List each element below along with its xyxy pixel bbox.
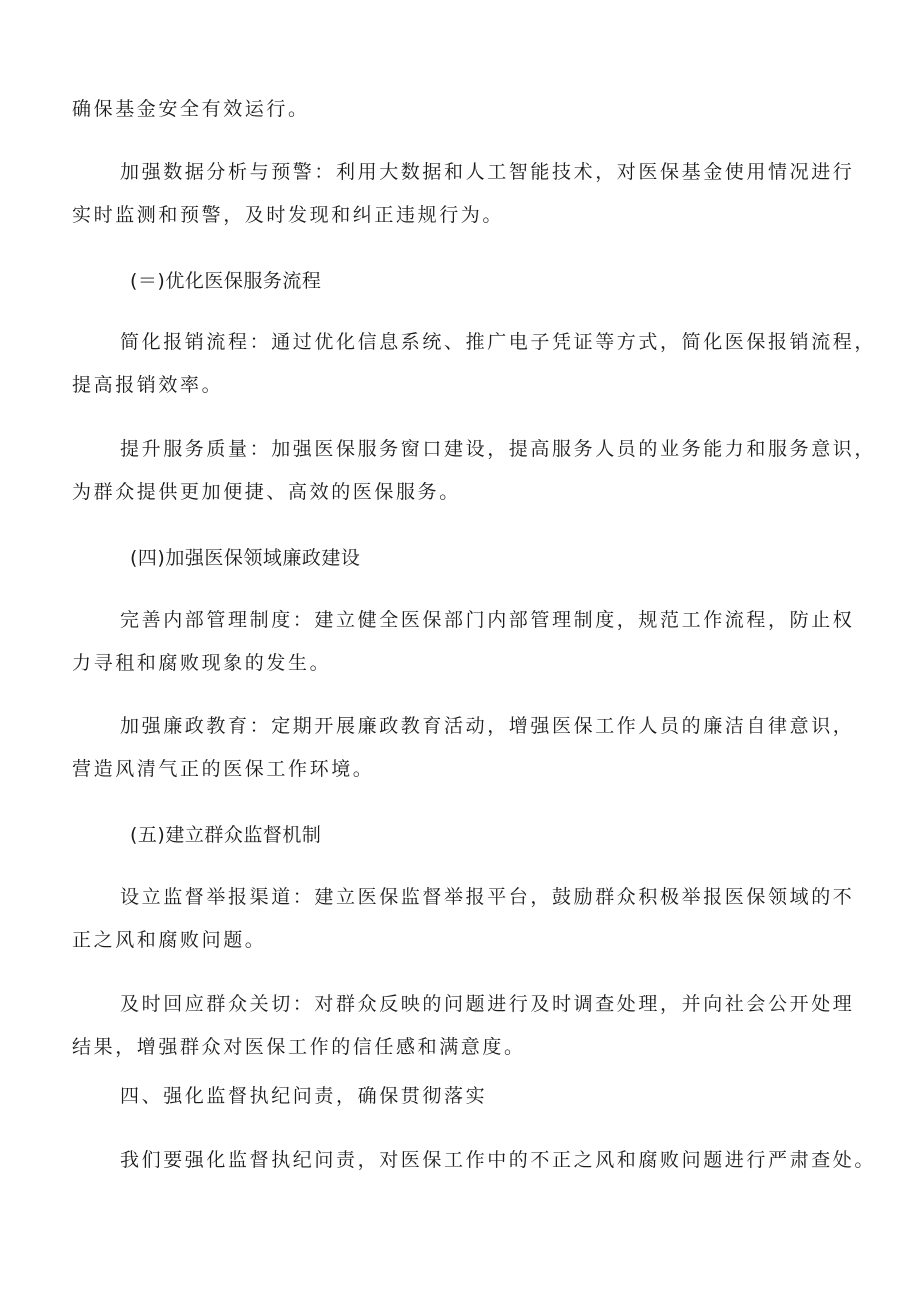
text-line: 确保基金安全有效运行。 — [72, 98, 310, 120]
paragraph-line: 简化报销流程：通过优化信息系统、推广电子凭证等方式，简化医保报销流程， — [120, 331, 877, 353]
paragraph-line: 设立监督举报渠道：建立医保监督举报平台，鼓励群众积极举报医保领域的不 — [120, 886, 855, 908]
paragraph-line: 加强廉政教育：定期开展廉政教育活动，增强医保工作人员的廉洁自律意识， — [120, 715, 855, 737]
paragraph-line: 及时回应群众关切：对群众反映的问题进行及时调查处理，并向社会公开处理 — [120, 993, 855, 1015]
paragraph-line: 我们要强化监督执纪问责，对医保工作中的不正之风和腐败问题进行严肃查处。 — [120, 1149, 877, 1171]
text-line: 营造风清气正的医保工作环境。 — [72, 758, 375, 780]
paragraph-line: 加强数据分析与预警：利用大数据和人工智能技术，对医保基金使用情况进行 — [120, 161, 855, 183]
section-heading: (五)建立群众监督机制 — [130, 824, 322, 846]
text-line: 实时监测和预警，及时发现和纠正违规行为。 — [72, 204, 505, 226]
paragraph-line: 完善内部管理制度：建立健全医保部门内部管理制度，规范工作流程，防止权 — [120, 609, 855, 631]
text-line: 结果，增强群众对医保工作的信任感和满意度。 — [72, 1036, 526, 1058]
section-heading: (＝)优化医保服务流程 — [130, 270, 322, 292]
paragraph-line: 提升服务质量：加强医保服务窗口建设，提高服务人员的业务能力和服务意识， — [120, 438, 877, 460]
chapter-heading: 四、强化监督执纪问责，确保贯彻落实 — [120, 1085, 488, 1107]
section-heading: (四)加强医保领域廉政建设 — [130, 547, 361, 569]
text-line: 提高报销效率。 — [72, 374, 224, 396]
text-line: 正之风和腐败问题。 — [72, 929, 267, 951]
text-line: 为群众提供更加便捷、高效的医保服务。 — [72, 481, 461, 503]
text-line: 力寻租和腐败现象的发生。 — [72, 652, 332, 674]
